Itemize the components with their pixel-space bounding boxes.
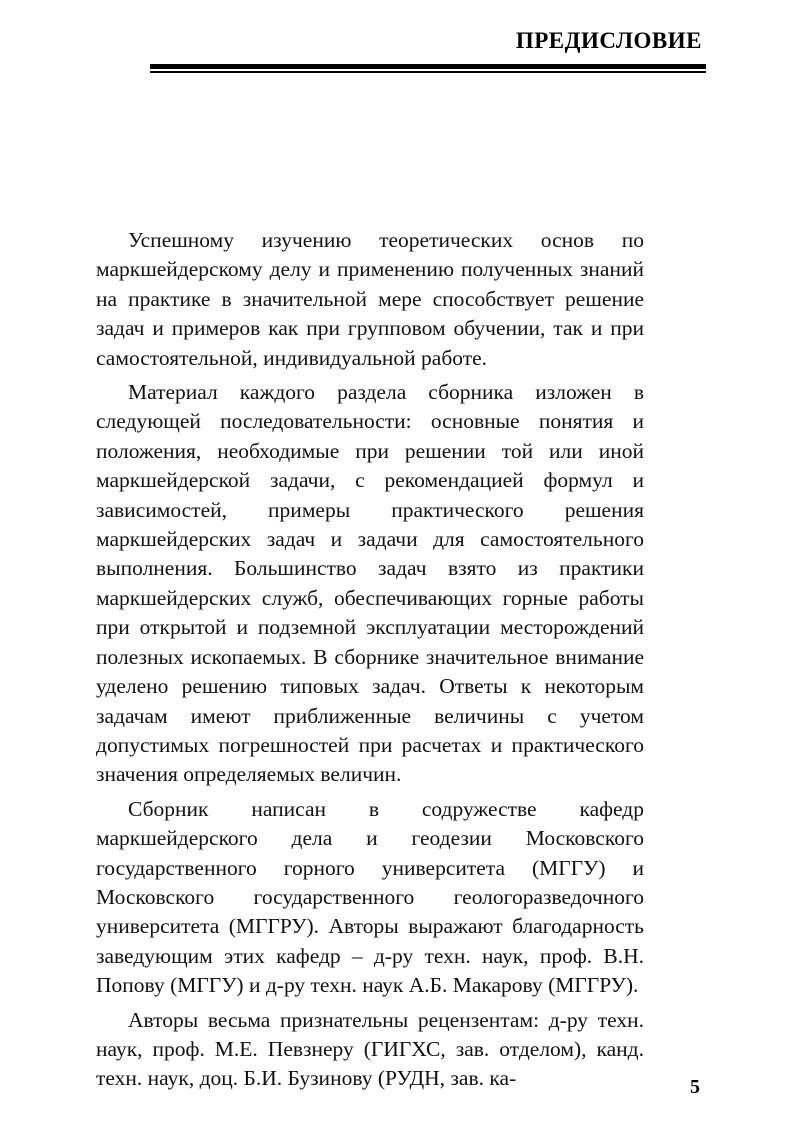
body-text bbox=[96, 226, 644, 1094]
header-rule-thin bbox=[150, 71, 706, 73]
paragraph-1: Успешному изучению теоретических основ по маркшейдерскому делу и применению полученных знаний на практике в значительной мере способствует решение задач и примеров как при групповом обучении, так и при самостоятельной, индивидуальной работе. bbox=[96, 228, 644, 370]
running-header-title: ПРЕДИСЛОВИЕ bbox=[515, 28, 702, 53]
header-rule-thick bbox=[150, 64, 706, 69]
paragraph-3: Сборник написан в содружестве кафедр маркшейдерского дела и геодезии Московского государственного горного университета (МГГУ) и Московского государственного геологоразведочного университета (МГГРУ). Авторы выражают благодарность заведующим этих кафедр – д-ру техн. наук, проф. В.Н. Попову (МГГУ) и д-ру техн. наук А.Б. Макарову (МГГРУ). bbox=[96, 796, 644, 998]
paragraph-2: Материал каждого раздела сборника изложен в следующей последовательности: основные понятия и положения, необходимые при решении той или иной маркшейдерской задачи, с рекомендацией формул и зависимостей, примеры практического решения маркшейдерских задач и задачи для самостоятельного выполнения. Большинство задач взято из практики маркшейдерских служб, обеспечивающих горные работы при открытой и подземной эксплуатации месторождений полезных ископаемых. В сборнике значительное внимание уделено решению типовых задач. Ответы к некоторым задачам имеют приближенные величины с учетом допустимых погрешностей при расчетах и практического значения определяемых величин. bbox=[96, 380, 644, 787]
page-number: 5 bbox=[690, 1076, 700, 1098]
paragraph-4: Авторы весьма признательны рецензентам: д-ру техн. наук, проф. М.Е. Певзнеру (ГИГХС, зав. отделом), канд. техн. наук, доц. Б.И. Бузинову (РУДН, зав. ка- bbox=[96, 1007, 644, 1091]
